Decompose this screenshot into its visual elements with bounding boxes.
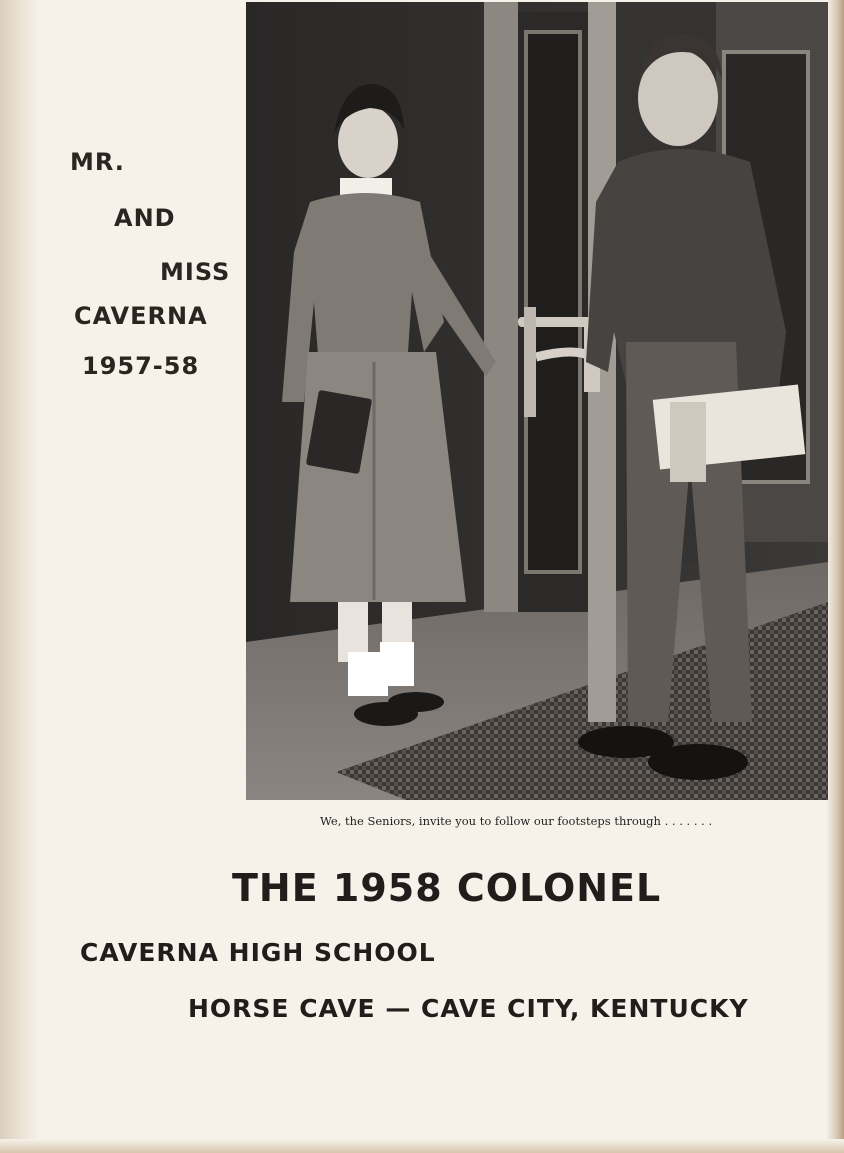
page-right-edge [826, 0, 844, 1153]
page-binding-shadow [0, 0, 40, 1153]
side-title-line-year: 1957-58 [82, 352, 200, 380]
side-title-line-miss: MISS [160, 258, 231, 286]
door-glass-panel [526, 32, 580, 572]
door-frame-left [484, 2, 518, 612]
side-title-line-and: AND [114, 204, 176, 232]
yearbook-title: THE 1958 COLONEL [232, 866, 662, 910]
page-bottom-edge [0, 1139, 844, 1153]
seniors-photo [246, 2, 828, 800]
school-name: CAVERNA HIGH SCHOOL [80, 938, 436, 967]
photo-caption: We, the Seniors, invite you to follow our footsteps through . . . . . . . [320, 814, 713, 828]
school-location: HORSE CAVE — CAVE CITY, KENTUCKY [188, 994, 749, 1023]
door-handle-lower [536, 352, 592, 357]
side-title-line-mr: MR. [70, 148, 125, 176]
seniors-photo-illustration [246, 2, 828, 800]
side-title-line-caverna: CAVERNA [74, 302, 208, 330]
